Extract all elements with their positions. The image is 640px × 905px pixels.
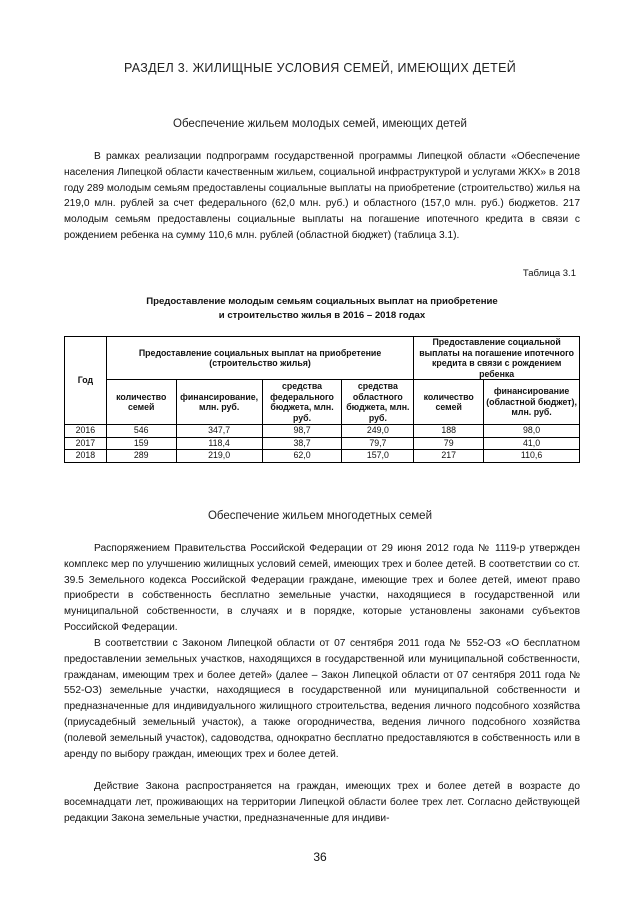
table-caption: [64, 295, 580, 322]
header-financing: финансирование, млн. руб.: [176, 380, 262, 425]
paragraph-young-families: В рамках реализации подпрограмм государственной программы Липецкой области «Обеспечение населения Липецкой области качественным жильем, социальной инфраструктурой и услугами ЖКХ» в 2018 году 289 молодым семьям предоставлены социальные выплаты на приобретение (строительство) жилья на 219,0 млн. рублей за счет федерального (62,0 млн. руб.) и областного (157,0 млн. руб.) бюджетов. 217 молодым семьям предоставлены социальные выплаты на погашение ипотечного кредита в связи с рождением ребенка на сумму 110,6 млн. рублей (областной бюджет) (таблица 3.1).: [64, 151, 580, 241]
header-federal: средства федерального бюджета, млн. руб.: [262, 380, 342, 425]
table-caption-line2: и строительство жилья в 2016 – 2018 годах: [218, 309, 426, 321]
cell-count-mortgage: 188: [414, 425, 484, 438]
subsection-heading-large-families: Обеспечение жильем многодетных семей: [207, 510, 433, 522]
page-number: 36: [313, 850, 327, 864]
cell-financing-mortgage: 98,0: [484, 425, 580, 438]
cell-year: 2017: [65, 437, 107, 450]
cell-regional: 249,0: [342, 425, 414, 438]
table-caption-line1: Предоставление молодым семьям социальных выплат на приобретение: [146, 296, 498, 307]
cell-financing: 347,7: [176, 425, 262, 438]
cell-count-mortgage: 79: [414, 437, 484, 450]
header-group-mortgage: Предоставление социальной выплаты на погашение ипотечного кредита в связи с рождением ребенка: [414, 337, 580, 380]
paragraph-large-families-2: В соответствии с Законом Липецкой области от 07 сентября 2011 года № 552-ОЗ «О бесплатном предоставлении земельных участков, находящихся в государственной или муниципальной собственности, гражданам, имеющим трех и более детей» (далее – Закон Липецкой области от 07 сентября 2011 года № 552-ОЗ) земельные участки, находящиеся в государственной или муниципальной собственности и предназначенные для индивидуального жилищного строительства, ведения личного подсобного хозяйства (приусадебный земельный участок), а также огородничества, ведения личного подсобного хозяйства (полевой земельный участок), садоводства, однократно бесплатно предоставляются в собственность или в аренду по выбору граждан, имеющих трех и более детей.: [64, 638, 580, 760]
cell-count: 159: [106, 437, 176, 450]
header-group-purchase: Предоставление социальных выплат на приобретение (строительство жилья): [106, 337, 413, 380]
header-count-mortgage: количество семей: [414, 380, 484, 425]
header-financing-mortgage: финансирование (областной бюджет), млн. руб.: [484, 380, 580, 425]
table-row: [65, 437, 580, 450]
cell-regional: 157,0: [342, 450, 414, 463]
cell-year: 2018: [65, 450, 107, 463]
cell-federal: 62,0: [262, 450, 342, 463]
header-count: количество семей: [106, 380, 176, 425]
cell-federal: 38,7: [262, 437, 342, 450]
cell-count: 546: [106, 425, 176, 438]
table-row: [65, 425, 580, 438]
social-payments-table: [64, 336, 580, 463]
cell-regional: 79,7: [342, 437, 414, 450]
cell-financing-mortgage: 41,0: [484, 437, 580, 450]
cell-count-mortgage: 217: [414, 450, 484, 463]
cell-federal: 98,7: [262, 425, 342, 438]
cell-financing: 118,4: [176, 437, 262, 450]
table-label: Таблица 3.1: [522, 268, 576, 279]
header-regional: средства областного бюджета, млн. руб.: [342, 380, 414, 425]
paragraph-large-families-3: Действие Закона распространяется на граждан, имеющих трех и более детей в возрасте до восемнадцати лет, проживающих на территории Липецкой области более трех лет. Согласно действующей редакции Закона земельные участки, предназначенные для индиви-: [64, 781, 580, 824]
cell-count: 289: [106, 450, 176, 463]
table-row: [65, 450, 580, 463]
cell-year: 2016: [65, 425, 107, 438]
section-title: РАЗДЕЛ 3. ЖИЛИЩНЫЕ УСЛОВИЯ СЕМЕЙ, ИМЕЮЩИХ ДЕТЕЙ: [123, 61, 517, 75]
cell-financing: 219,0: [176, 450, 262, 463]
cell-financing-mortgage: 110,6: [484, 450, 580, 463]
paragraph-large-families-1: Распоряжением Правительства Российской Федерации от 29 июня 2012 года № 1119-р утвержден комплекс мер по улучшению жилищных условий семей, имеющих трех и более детей. В соответствии со ст. 39.5 Земельного кодекса Российской Федерации гражданe, имеющие трех и более детей, имеют право приобрести в собственность бесплатно земельные участки, находящиеся в государственной или муниципальной собственности, в случаях и в порядке, которые установлены законами субъектов Российской Федерации.: [64, 543, 580, 633]
subsection-heading-young-families: Обеспечение жильем молодых семей, имеющих детей: [173, 118, 467, 130]
header-year: Год: [65, 337, 107, 425]
